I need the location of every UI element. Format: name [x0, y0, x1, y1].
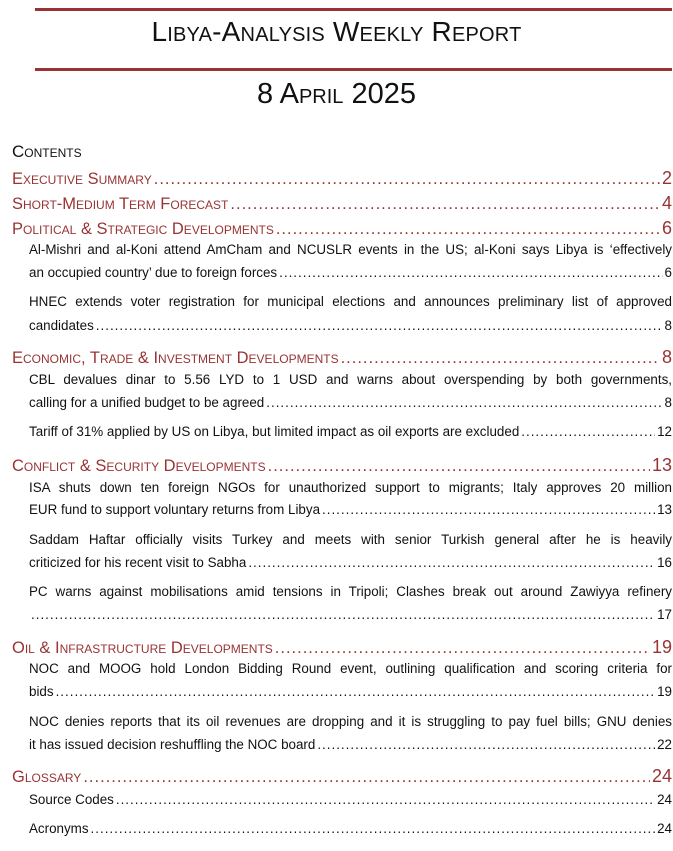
toc-page-number: 8 [661, 347, 672, 367]
dot-leader [83, 768, 650, 787]
toc-page-number: 13 [657, 502, 672, 517]
dot-leader [268, 457, 650, 476]
top-rule [35, 8, 672, 11]
toc-page-number: 16 [657, 555, 672, 570]
toc-entry-label: Conflict & Security Developments [12, 457, 266, 475]
dot-leader [322, 502, 655, 517]
toc-entry-glossary[interactable] [12, 766, 672, 787]
dot-leader [276, 220, 660, 239]
dot-leader [521, 424, 655, 439]
toc-subentry-label: calling for a unified budget to be agreed [29, 395, 265, 410]
toc-entry-forecast[interactable] [12, 193, 672, 214]
toc-subentry-line[interactable]: NOC denies reports that its oil revenues are dropping and it is struggling to pay fuel bills; GNU denies [29, 714, 672, 729]
toc-entry-label: Economic, Trade & Investment Developments [12, 349, 339, 367]
toc-subentry[interactable] [29, 555, 672, 570]
toc-subentry-label: criticized for his recent visit to Sabha [29, 555, 247, 570]
toc-page-number: 22 [657, 737, 672, 752]
toc-page-number: 24 [657, 792, 672, 807]
toc-entry-conflict[interactable] [12, 455, 672, 476]
toc-subentry-line[interactable]: Saddam Haftar officially visits Turkey and meets with senior Turkish general after he is heavily [29, 532, 672, 547]
toc-entry-label: Short-Medium Term Forecast [12, 195, 229, 213]
toc-subentry-label: EUR fund to support voluntary returns from Libya [29, 502, 321, 517]
toc-page-number: 4 [661, 193, 672, 213]
toc-subentry[interactable] [29, 395, 672, 410]
toc-page-number: 6 [664, 265, 672, 280]
dot-leader [31, 607, 655, 622]
toc-page-number: 12 [657, 424, 672, 439]
toc-entry-label: Glossary [12, 768, 82, 786]
dot-leader [91, 821, 656, 836]
dot-leader [279, 265, 662, 280]
report-date: 8 April 2025 [257, 78, 416, 110]
toc-page-number: 13 [651, 455, 672, 475]
toc-subentry-label: candidates [29, 318, 94, 333]
toc-entry-label: Political & Strategic Developments [12, 220, 274, 238]
toc-page-number: 17 [657, 607, 672, 622]
dot-leader [116, 792, 655, 807]
toc-subentry[interactable] [29, 607, 672, 622]
dot-leader [230, 195, 660, 214]
toc-page-number: 6 [661, 218, 672, 238]
toc-subentry-line[interactable]: NOC and MOOG hold London Bidding Round event, outlining qualification and scoring criteria for [29, 661, 672, 676]
toc-page-number: 8 [664, 395, 672, 410]
contents-heading: Contents [12, 142, 82, 161]
toc-subentry-label: bids [29, 684, 54, 699]
toc-subentry[interactable] [29, 424, 672, 439]
dot-leader [341, 349, 660, 368]
report-title: Libya-Analysis Weekly Report [151, 16, 522, 47]
dot-leader [96, 318, 663, 333]
toc-page-number: 24 [657, 821, 672, 836]
toc-subentry[interactable] [29, 318, 672, 333]
toc-subentry-acronyms[interactable] [29, 821, 672, 836]
dot-leader [56, 684, 656, 699]
toc-entry-label: Oil & Infrastructure Developments [12, 639, 273, 657]
toc-subentry-label: Tariff of 31% applied by US on Libya, but limited impact as oil exports are excluded [29, 424, 520, 439]
toc-subentry-label: Acronyms [29, 821, 89, 836]
toc-subentry-line[interactable]: ISA shuts down ten foreign NGOs for unauthorized support to migrants; Italy approves 20 million [29, 480, 672, 495]
toc-page-number: 24 [651, 766, 672, 786]
toc-entry-oil[interactable] [12, 637, 672, 658]
title-rule [35, 68, 672, 71]
toc-entry-label: Executive Summary [12, 170, 152, 188]
toc-page-number: 19 [651, 637, 672, 657]
toc-entry-executive-summary[interactable] [12, 168, 672, 189]
toc-entry-economic[interactable] [12, 347, 672, 368]
dot-leader [275, 639, 650, 658]
toc-subentry-line[interactable]: PC warns against mobilisations amid tensions in Tripoli; Clashes break out around Zawiyya refinery [29, 584, 672, 599]
dot-leader [266, 395, 662, 410]
toc-subentry[interactable] [29, 502, 672, 517]
toc-page-number: 8 [664, 318, 672, 333]
toc-subentry-source-codes[interactable] [29, 792, 672, 807]
dot-leader [317, 737, 655, 752]
toc-page-number: 19 [657, 684, 672, 699]
toc-subentry-label: Source Codes [29, 792, 114, 807]
toc-subentry-line[interactable]: HNEC extends voter registration for municipal elections and announces preliminary list of approved [29, 294, 672, 309]
toc-subentry-label: it has issued decision reshuffling the NOC board [29, 737, 316, 752]
toc-subentry[interactable] [29, 684, 672, 699]
toc-subentry-line[interactable]: Al-Mishri and al-Koni attend AmCham and NCUSLR events in the US; al-Koni says Libya is ‘effectively [29, 242, 672, 257]
toc-subentry-label: an occupied country’ due to foreign forces [29, 265, 278, 280]
toc-entry-political[interactable] [12, 218, 672, 239]
dot-leader [248, 555, 655, 570]
toc-page-number: 2 [661, 168, 672, 188]
dot-leader [154, 170, 660, 189]
toc-subentry-line[interactable]: CBL devalues dinar to 5.56 LYD to 1 USD and warns about overspending by both governments, [29, 372, 672, 387]
toc-subentry[interactable] [29, 265, 672, 280]
toc-subentry[interactable] [29, 737, 672, 752]
